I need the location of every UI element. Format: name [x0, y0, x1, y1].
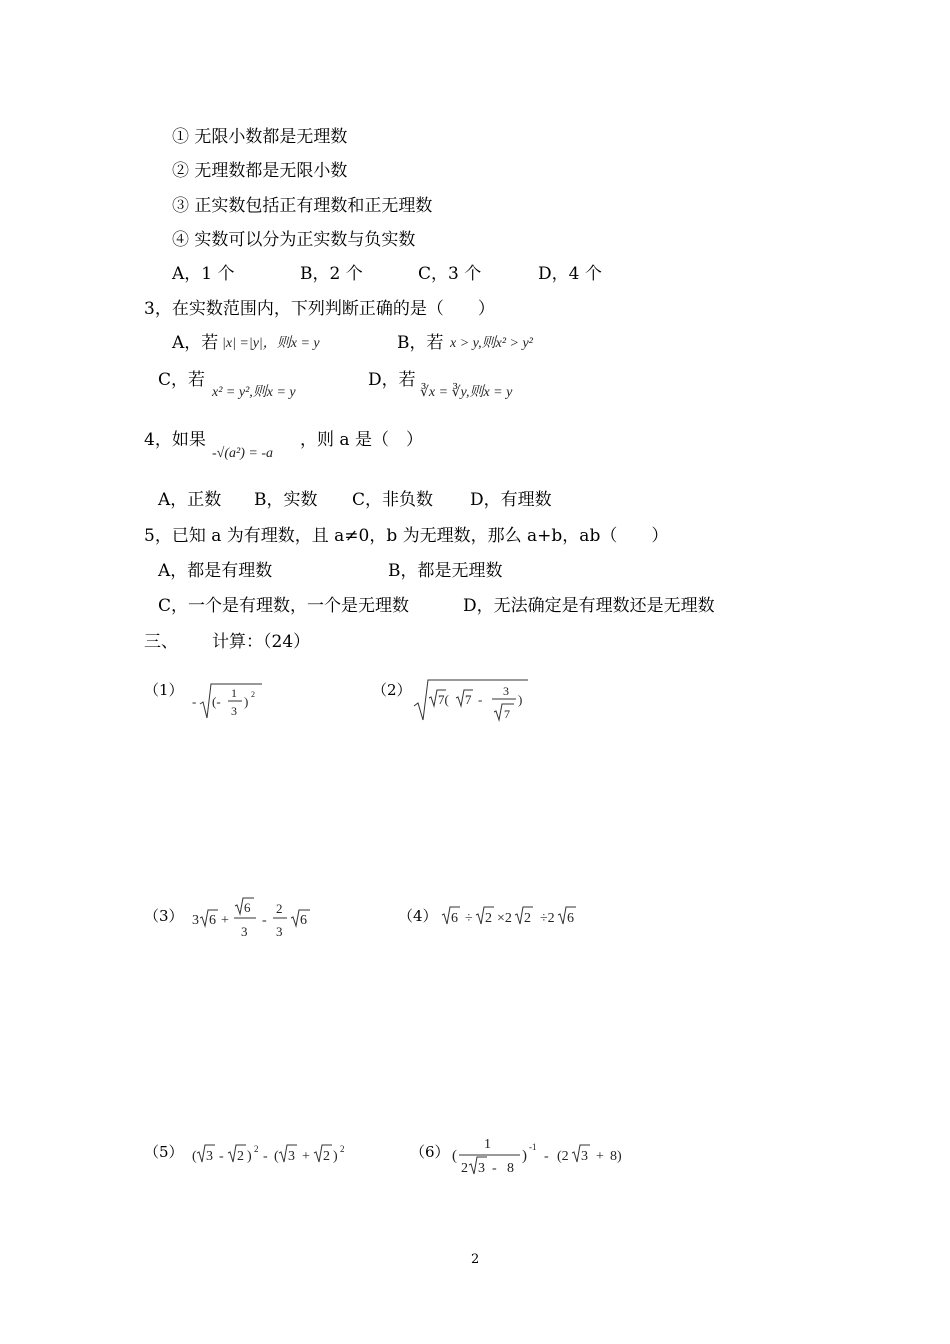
svg-text:(-: (- — [212, 694, 221, 709]
svg-text:-1: -1 — [529, 1142, 537, 1152]
svg-text:3: 3 — [206, 1149, 213, 1164]
svg-text:3: 3 — [241, 924, 248, 939]
page-number: 2 — [471, 1252, 480, 1267]
svg-text:6: 6 — [209, 913, 216, 928]
q2-option-d: D，4 个 — [538, 264, 602, 284]
svg-text:8): 8) — [610, 1149, 622, 1164]
svg-text:): ) — [244, 694, 249, 709]
svg-text:-: - — [478, 692, 483, 707]
svg-text:-: - — [544, 1149, 549, 1164]
svg-text:2: 2 — [251, 690, 255, 699]
statement-1: ① 无限小数都是无理数 — [172, 127, 348, 147]
svg-text:-: - — [192, 694, 197, 709]
problem-2-expr — [412, 676, 532, 724]
q3-option-d-label: D，若 — [368, 370, 416, 390]
svg-text:): ) — [518, 692, 523, 707]
svg-text:(2: (2 — [557, 1149, 569, 1164]
q4-option-c: C，非负数 — [352, 490, 434, 510]
q3-option-b-expr: x > y,则x² > y² — [450, 336, 533, 351]
q4-stem-start: 4，如果 — [144, 430, 206, 450]
q3-option-d-expr: ∛x = ∛y,则x = y — [420, 385, 513, 400]
svg-text:3: 3 — [478, 1161, 485, 1176]
svg-text:1: 1 — [484, 1137, 491, 1152]
svg-text:×2: ×2 — [497, 911, 512, 926]
svg-text:-: - — [219, 1149, 224, 1164]
problem-4-label: （4） — [398, 907, 438, 925]
svg-text:7: 7 — [465, 692, 472, 707]
q2-option-a: A，1 个 — [172, 264, 235, 284]
q5-option-c: C，一个是有理数，一个是无理数 — [158, 596, 410, 616]
q3-stem: 3，在实数范围内，下列判断正确的是（ ） — [144, 299, 495, 319]
svg-text:+: + — [302, 1149, 310, 1164]
svg-text:2: 2 — [276, 901, 283, 916]
svg-text:): ) — [333, 1149, 338, 1164]
svg-text:): ) — [247, 1149, 252, 1164]
problem-6-label: （6） — [410, 1143, 450, 1161]
problem-1-label: （1） — [144, 681, 184, 699]
svg-text:6: 6 — [244, 900, 251, 915]
svg-text:+: + — [221, 913, 229, 928]
q4-option-a: A，正数 — [158, 490, 222, 510]
problem-3-expr — [190, 894, 330, 942]
svg-text:3: 3 — [581, 1149, 588, 1164]
svg-text:): ) — [522, 1148, 527, 1164]
section-number: 三、 — [144, 632, 178, 652]
svg-text:6: 6 — [567, 911, 574, 926]
problem-1-expr — [190, 680, 280, 724]
q4-option-d: D，有理数 — [470, 490, 552, 510]
q4-option-b: B，实数 — [254, 490, 318, 510]
svg-text:6: 6 — [300, 913, 307, 928]
q2-option-c: C，3 个 — [418, 264, 482, 284]
svg-text:6: 6 — [451, 911, 458, 926]
problem-5-expr — [190, 1140, 380, 1170]
svg-text:(: ( — [452, 1148, 457, 1164]
svg-text:7(: 7( — [438, 692, 449, 707]
svg-text:-: - — [262, 913, 267, 928]
q5-option-d: D，无法确定是有理数还是无理数 — [463, 596, 715, 616]
problem-2-label: （2） — [372, 681, 412, 699]
statement-4: ④ 实数可以分为正实数与负实数 — [172, 230, 416, 250]
q4-expr: -√(a²) = -a — [212, 446, 273, 461]
svg-text:1: 1 — [231, 686, 237, 700]
svg-text:2: 2 — [323, 1149, 330, 1164]
statement-3: ③ 正实数包括正有理数和正无理数 — [172, 196, 433, 216]
svg-text:2: 2 — [524, 911, 531, 926]
svg-text:-: - — [492, 1161, 497, 1176]
svg-text:2: 2 — [237, 1149, 244, 1164]
svg-text:÷: ÷ — [465, 911, 473, 926]
problem-3-label: （3） — [144, 907, 184, 925]
section-title: 计算：（24） — [212, 632, 311, 652]
q3-option-c-expr: x² = y²,则x = y — [212, 385, 296, 400]
problem-5-label: （5） — [144, 1143, 184, 1161]
svg-text:2: 2 — [254, 1144, 259, 1154]
svg-text:3: 3 — [288, 1149, 295, 1164]
svg-text:7: 7 — [504, 707, 510, 721]
svg-text:2: 2 — [461, 1161, 468, 1176]
q3-option-a-label: A，若 — [172, 333, 219, 353]
svg-text:(: ( — [192, 1149, 197, 1164]
svg-text:3: 3 — [503, 684, 509, 698]
q3-option-c-label: C，若 — [158, 370, 206, 390]
problem-4-expr — [440, 902, 610, 932]
q2-option-b: B，2 个 — [300, 264, 363, 284]
svg-text:+: + — [596, 1149, 604, 1164]
q5-option-b: B，都是无理数 — [388, 561, 503, 581]
svg-text:3: 3 — [192, 913, 199, 928]
q5-stem: 5，已知 a 为有理数，且 a≠0，b 为无理数，那么 a+b，ab（ ） — [144, 526, 669, 546]
q3-option-a-expr: |x| =|y|，则x = y — [222, 336, 320, 351]
svg-text:3: 3 — [231, 704, 237, 718]
problem-6-expr — [452, 1130, 652, 1180]
svg-text:8: 8 — [507, 1161, 514, 1176]
svg-text:3: 3 — [276, 924, 283, 939]
svg-text:÷2: ÷2 — [540, 911, 555, 926]
q3-option-b-label: B，若 — [397, 333, 444, 353]
q5-option-a: A，都是有理数 — [158, 561, 273, 581]
svg-text:2: 2 — [485, 911, 492, 926]
q4-stem-end: ，则 a 是（ ） — [300, 430, 423, 450]
svg-text:-: - — [263, 1149, 268, 1164]
svg-text:(: ( — [274, 1149, 279, 1164]
svg-text:2: 2 — [340, 1144, 345, 1154]
statement-2: ② 无理数都是无限小数 — [172, 161, 348, 181]
